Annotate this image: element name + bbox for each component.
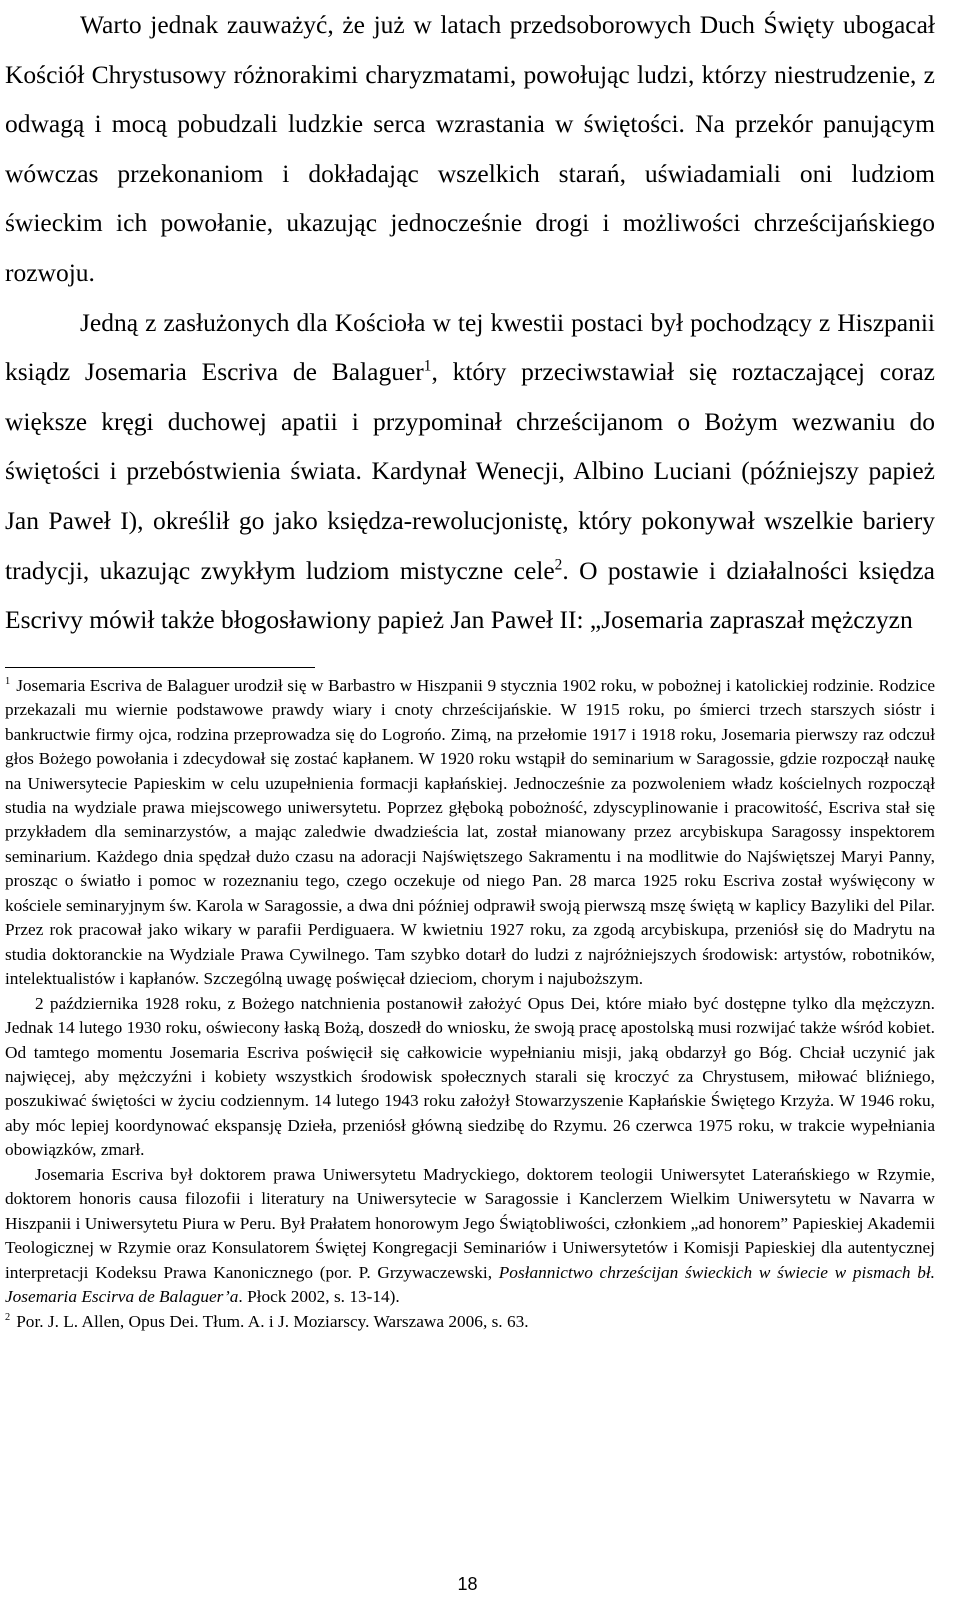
footnote-1-text-2: 2 października 1928 roku, z Bożego natchnienia postanowił założyć Opus Dei, które miało być dostępne tylko dla mężczyzn. Jednak 14 lutego 1930 roku, oświecony łaską Bożą, doszedł do wniosku, że swoją pracę apostolską musi rozwijać także wśród kobiet. Od tamtego momentu Josemaria Escriva poświęcił się całkowicie wypełnianiu misji, jaką obdarzył go Bóg. Chciał uczynić jak najwięcej, aby mężczyźni i kobiety wszystkich środowisk społecznych starali się kroczyć za Chrystusem, miłować bliźniego, poszukiwać świętości w życiu codziennym. 14 lutego 1943 roku założył Stowarzyszenie Kapłańskie Świętego Krzyża. W 1946 roku, aby móc lepiej koordynować ekspansję Dzieła, przeniósł główną siedzibę do Rzymu. 26 czerwca 1975 roku, w trakcie wypełniania obowiązków, zmarł. xyxy=(5,993,935,1160)
paragraph-1 xyxy=(5,0,935,298)
paragraph-2-text-a: Jedną z zasłużonych dla Kościoła w tej kwestii postaci był pochodzący z Hiszpanii ksiądz Josemaria Escriva de Balaguer xyxy=(5,307,935,387)
paragraph-2-text-c: . O postawie i działalności księdza Escrivy mówił także błogosławiony papież Jan Paweł II: „Josemaria zapraszał mężczyzn xyxy=(5,555,935,635)
footnote-1-paragraph-1 xyxy=(5,674,935,992)
footnote-1-paragraph-3 xyxy=(5,1163,935,1310)
footnotes xyxy=(5,674,935,1334)
footnote-separator xyxy=(5,667,315,668)
document-page xyxy=(5,0,935,1334)
paragraph-1-text: Warto jednak zauważyć, że już w latach przedsoborowych Duch Święty ubogacał Kościół Chrystusowy różnorakimi charyzmatami, powołując ludzi, którzy niestrudzenie, z odwagą i mocą pobudzali ludzkie serca wzrastania w świętości. Na przekór panującym wówczas przekonaniom i dokładając wszelkich starań, uświadamiali oni ludziom świeckim ich powołanie, ukazując jednocześnie drogi i możliwości chrześcijańskiego rozwoju. xyxy=(5,10,935,287)
paragraph-2-text-b: , który przeciwstawiał się roztaczającej coraz większe kręgi duchowej apatii i przypominał chrześcijanom o Bożym wezwaniu do świętości i przebóstwienia świata. Kardynał Wenecji, Albino Luciani (późniejszy papież Jan Paweł I), określił go jako księdza-rewolucjonistę, który pokonywał wszelkie bariery tradycji, ukazując zwykłym ludziom mistyczne cele xyxy=(5,357,935,585)
footnote-1-paragraph-2 xyxy=(5,992,935,1163)
footnote-1-number: 1 xyxy=(5,675,11,687)
paragraph-2 xyxy=(5,298,935,645)
main-text xyxy=(5,0,935,645)
footnote-1-text-1: Josemaria Escriva de Balaguer urodził się w Barbastro w Hiszpanii 9 stycznia 1902 roku, w pobożnej i katolickiej rodzinie. Rodzice przekazali mu wiernie podstawowe prawdy wiary i cnoty chrześcijańskie. W 1915 roku, po śmierci trzech starszych sióstr i bankructwie firmy ojca, rodzina przeprowadza się do Logrońo. Zimą, na przełomie 1917 i 1918 roku, Josemaria pierwszy raz odczuł głos Bożego powołania i zdecydował się zostać kapłanem. W 1920 roku wstąpił do seminarium w Saragossie, gdzie rozpoczął naukę na Uniwersytecie Papieskim w celu uzupełnienia formacji kapłańskiej. Jednocześnie za pozwoleniem władz kościelnych rozpoczął studia na wydziale prawa miejscowego uniwersytetu. Poprzez głęboką pobożność, zdyscyplinowanie i pracowitość, Escriva stał się przykładem dla seminarzystów, a mając zaledwie dwadzieścia lat, został mianowany przez arcybiskupa Saragossy inspektorem seminarium. Każdego dnia spędzał dużo czasu na adoracji Najświętszego Sakramentu i na modlitwie do Najświętszej Maryi Panny, prosząc o światło i pomoc w rozeznaniu tego, czego oczekuje od niego Pan. 28 marca 1925 roku Escriva został wyświęcony w kościele seminaryjnym św. Karola w Saragossie, a dwa dni później odprawił swoją pierwszą mszę świętą w kaplicy Bazyliki del Pilar. Przez rok pracował jako wikary w parafii Perdiguaera. W kwietniu 1927 roku, za zgodą arcybiskupa, przeniósł się do Madrytu na studia doktoranckie na Wydziale Prawa Cywilnego. Tam szybko dotarł do ludzi z najróżniejszych środowisk: artystów, robotników, intelektualistów i kapłanów. Szczególną uwagę poświęcał dzieciom, chorym i najuboższym. xyxy=(5,675,935,989)
footnote-ref-2[interactable]: 2 xyxy=(554,556,563,574)
footnote-1-text-3a: Josemaria Escriva był doktorem prawa Uniwersytetu Madryckiego, doktorem teologii Uniwersytet Laterańskiego w Rzymie, doktorem honoris causa filozofii i literatury na Uniwersytecie w Saragossie i Kanclerzem Wielkim Uniwersytetu w Navarra w Hiszpanii i Uniwersytetu Piura w Peru. Był Prałatem honorowym Jego Świątobliwości, członkiem „ad honorem” Papieskiej Akademii Teologicznej w Rzymie oraz Konsulatorem Świętej Kongregacji Seminariów i Uniwersytetów i Komisji Papieskiej dla autentycznej interpretacji Kodeksu Prawa Kanonicznego (por. P. Grzywaczewski, xyxy=(5,1164,935,1282)
page-number: 18 xyxy=(457,1574,478,1594)
footnote-1-text-3b: . Płock 2002, s. 13-14). xyxy=(238,1287,400,1307)
footnote-1-book-title: Posłannictwo chrześcijan świeckich w świecie w pismach bł. Josemaria Escirva de Balaguer’a xyxy=(5,1262,935,1307)
footnote-ref-1[interactable]: 1 xyxy=(423,357,432,375)
footnote-2-text: Por. J. L. Allen, Opus Dei. Tłum. A. i J. Moziarscy. Warszawa 2006, s. 63. xyxy=(16,1311,529,1331)
footnote-2-number: 2 xyxy=(5,1311,11,1323)
footnote-2 xyxy=(5,1310,935,1334)
